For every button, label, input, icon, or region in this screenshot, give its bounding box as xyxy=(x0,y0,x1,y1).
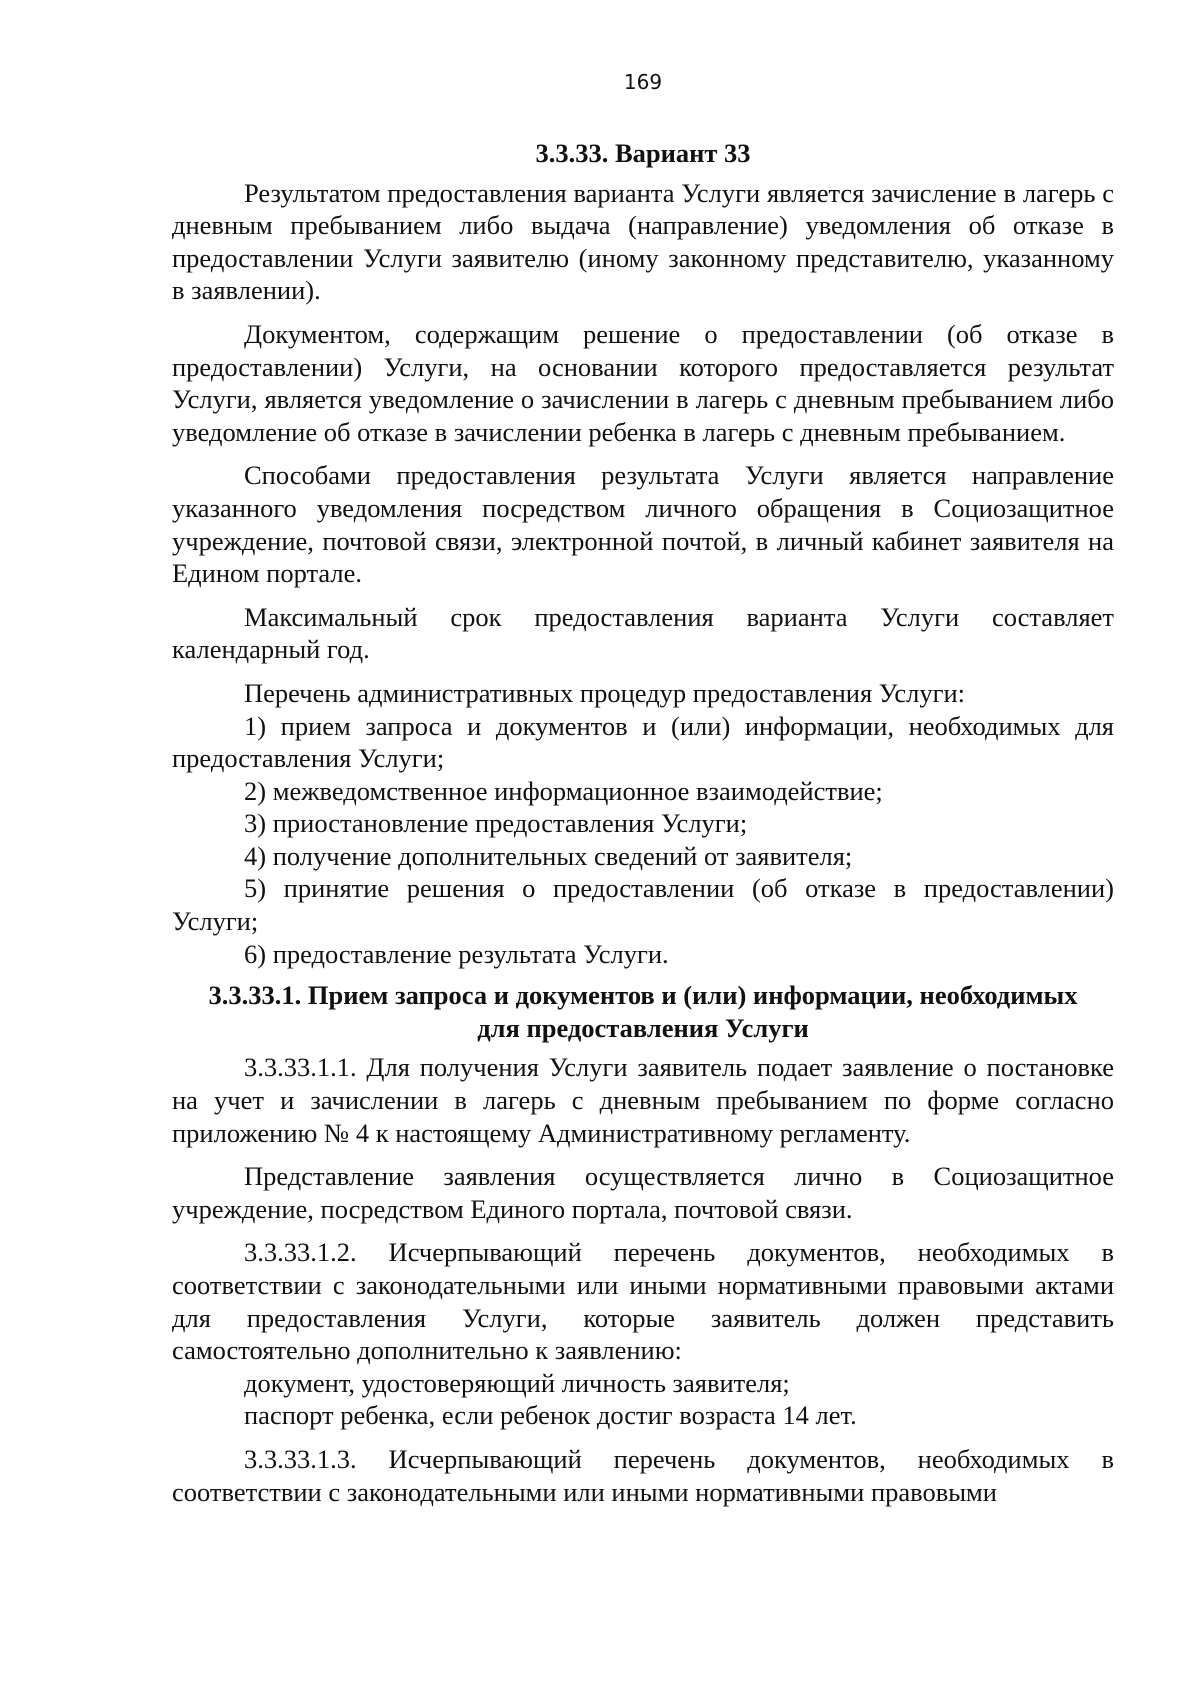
paragraph-submission: Представление заявления осуществляется лично в Социозащитное учреждение, посредством Единого портала, почтовой связи. xyxy=(172,1161,1114,1224)
document-body xyxy=(172,137,1114,1508)
procedure-item: 1) прием запроса и документов и (или) информации, необходимых для предоставления Услуги; xyxy=(172,710,1114,774)
procedure-item: 5) принятие решения о предоставлении (об отказе в предоставлении) Услуги; xyxy=(172,873,1114,937)
procedures-intro: Перечень административных процедур предоставления Услуги: xyxy=(244,677,966,708)
paragraph-documents-list-2: 3.3.33.1.3. Исчерпывающий перечень документов, необходимых в соответствии с законодательными или иными нормативными правовыми xyxy=(172,1443,1114,1507)
subsection-heading-line: 3.3.33.1. Прием запроса и документов и (или) информации, необходимых xyxy=(208,980,1078,1011)
paragraph-documents-list: 3.3.33.1.2. Исчерпывающий перечень документов, необходимых в соответствии с законодательными или иными нормативными правовыми актами для предоставления Услуги, которые заявитель должен представить самостоятельно дополнительно к заявлению: xyxy=(172,1237,1114,1366)
procedure-item: 6) предоставление результата Услуги. xyxy=(244,938,669,969)
paragraph-decision-document: Документом, содержащим решение о предоставлении (об отказе в предоставлении) Услуги, на основании которого предоставляется результат Услуги, является уведомление о зачислении в лагерь с дневным пребыванием либо уведомление об отказе в зачислении ребенка в лагерь с дневным пребыванием. xyxy=(172,318,1114,447)
document-item: паспорт ребенка, если ребенок достиг возраста 14 лет. xyxy=(244,1400,857,1431)
subsection-heading xyxy=(172,979,1114,1044)
subsection-heading-line: для предоставления Услуги xyxy=(477,1012,809,1043)
procedure-item: 4) получение дополнительных сведений от заявителя; xyxy=(244,840,853,871)
paragraph-application: 3.3.33.1.1. Для получения Услуги заявитель подает заявление о постановке на учет и зачислении в лагерь с дневным пребыванием по форме согласно приложению № 4 к настоящему Административному регламенту. xyxy=(172,1052,1114,1148)
document-item: документ, удостоверяющий личность заявителя; xyxy=(244,1367,790,1398)
paragraph-result: Результатом предоставления варианта Услуги является зачисление в лагерь с дневным пребыванием либо выдача (направление) уведомления об отказе в предоставлении Услуги заявителю (иному законному представителю, указанному в заявлении). xyxy=(172,177,1114,306)
procedure-item: 2) межведомственное информационное взаимодействие; xyxy=(244,775,883,806)
page-number: 169 xyxy=(623,70,663,94)
paragraph-delivery-methods: Способами предоставления результата Услуги является направление указанного уведомления посредством личного обращения в Социозащитное учреждение, почтовой связи, электронной почтой, в личный кабинет заявителя на Едином портале. xyxy=(172,460,1114,589)
paragraph-max-term: Максимальный срок предоставления варианта Услуги составляет календарный год. xyxy=(172,601,1114,665)
procedure-item: 3) приостановление предоставления Услуги; xyxy=(244,808,748,839)
section-heading: 3.3.33. Вариант 33 xyxy=(535,138,751,168)
